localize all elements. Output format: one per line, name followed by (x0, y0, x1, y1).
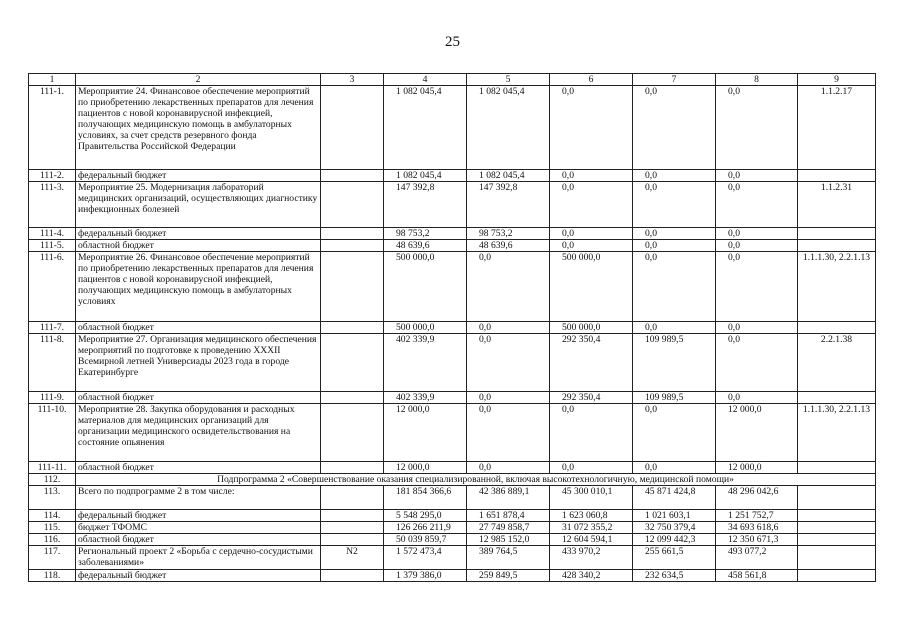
page-number: 25 (445, 34, 460, 50)
value-cell-c6: 0,0 (550, 170, 633, 182)
value-cell-c5: 0,0 (467, 392, 550, 404)
row-description: Мероприятие 27. Организация медицинского обеспечения мероприятий по подготовке к проведению XXXII Всемирной летней Универсиады 2023 года в городе Екатеринбурге (76, 334, 321, 392)
value-cell-c7: 0,0 (633, 170, 716, 182)
table-row (29, 392, 876, 404)
value-cell-c8: 0,0 (716, 86, 798, 170)
value-cell-c8: 0,0 (716, 170, 798, 182)
code-cell: 1.1.2.17 (798, 86, 876, 170)
value-cell-c3 (321, 462, 384, 474)
value-cell-c3 (321, 522, 384, 534)
value-cell-c7: 0,0 (633, 462, 716, 474)
row-number: 117. (29, 546, 76, 570)
value-cell-c8: 12 350 671,3 (716, 534, 798, 546)
row-number: 111-4. (29, 228, 76, 240)
value-cell-c5: 0,0 (467, 462, 550, 474)
table-row (29, 86, 876, 170)
table-header-row (29, 74, 876, 86)
value-cell-c5: 0,0 (467, 252, 550, 322)
value-cell-c7: 0,0 (633, 182, 716, 228)
value-cell-c8: 458 561,8 (716, 570, 798, 582)
value-cell-c4: 50 039 859,7 (384, 534, 467, 546)
row-number: 116. (29, 534, 76, 546)
row-description: областной бюджет (76, 240, 321, 252)
table-row (29, 570, 876, 582)
value-cell-c5: 259 849,5 (467, 570, 550, 582)
subprogram-title: Подпрограмма 2 «Совершенствование оказания специализированной, включая высокотехнологичную, медицинской помощи» (76, 474, 876, 486)
value-cell-c4: 12 000,0 (384, 462, 467, 474)
value-cell-c6: 1 623 060,8 (550, 510, 633, 522)
value-cell-c6: 292 350,4 (550, 392, 633, 404)
value-cell-c4: 1 379 386,0 (384, 570, 467, 582)
value-cell-c5: 1 082 045,4 (467, 170, 550, 182)
value-cell-c7: 0,0 (633, 240, 716, 252)
header-cell: 4 (384, 74, 467, 86)
value-cell-c6: 0,0 (550, 182, 633, 228)
row-description: областной бюджет (76, 392, 321, 404)
value-cell-c4: 1 572 473,4 (384, 546, 467, 570)
row-description: областной бюджет (76, 322, 321, 334)
row-number: 111-8. (29, 334, 76, 392)
value-cell-c6: 500 000,0 (550, 252, 633, 322)
value-cell-c8: 12 000,0 (716, 462, 798, 474)
header-cell: 7 (633, 74, 716, 86)
value-cell-c8: 0,0 (716, 252, 798, 322)
code-cell (798, 534, 876, 546)
row-description: областной бюджет (76, 462, 321, 474)
table-row (29, 534, 876, 546)
table-row (29, 170, 876, 182)
value-cell-c6: 428 340,2 (550, 570, 633, 582)
value-cell-c5: 1 651 878,4 (467, 510, 550, 522)
row-description: федеральный бюджет (76, 510, 321, 522)
table-row (29, 334, 876, 392)
value-cell-c3 (321, 334, 384, 392)
value-cell-c7: 0,0 (633, 86, 716, 170)
table-row (29, 474, 876, 486)
row-number: 111-5. (29, 240, 76, 252)
value-cell-c7: 255 661,5 (633, 546, 716, 570)
value-cell-c3 (321, 486, 384, 510)
value-cell-c6: 45 300 010,1 (550, 486, 633, 510)
value-cell-c3 (321, 404, 384, 462)
code-cell (798, 462, 876, 474)
value-cell-c3 (321, 510, 384, 522)
row-number: 111-6. (29, 252, 76, 322)
value-cell-c7: 45 871 424,8 (633, 486, 716, 510)
value-cell-c3 (321, 228, 384, 240)
value-cell-c6: 0,0 (550, 240, 633, 252)
value-cell-c5: 12 985 152,0 (467, 534, 550, 546)
value-cell-c8: 0,0 (716, 334, 798, 392)
row-number: 112. (29, 474, 76, 486)
row-number: 111-3. (29, 182, 76, 228)
header-cell: 6 (550, 74, 633, 86)
code-cell (798, 510, 876, 522)
table-row (29, 522, 876, 534)
value-cell-c4: 12 000,0 (384, 404, 467, 462)
value-cell-c4: 181 854 366,6 (384, 486, 467, 510)
value-cell-c4: 98 753,2 (384, 228, 467, 240)
table-row (29, 546, 876, 570)
header-cell: 3 (321, 74, 384, 86)
row-description: федеральный бюджет (76, 570, 321, 582)
value-cell-c8: 48 296 042,6 (716, 486, 798, 510)
code-cell (798, 228, 876, 240)
value-cell-c3 (321, 322, 384, 334)
row-description: Мероприятие 24. Финансовое обеспечение мероприятий по приобретению лекарственных препаратов для лечения пациентов с новой коронавирусной инфекцией, получающих медицинскую помощь в амбулаторных условиях, за счет средств резервного фонда Правительства Российской Федерации (76, 86, 321, 170)
value-cell-c3 (321, 534, 384, 546)
header-cell: 8 (716, 74, 798, 86)
value-cell-c6: 0,0 (550, 404, 633, 462)
row-description: федеральный бюджет (76, 228, 321, 240)
code-cell (798, 170, 876, 182)
header-cell: 1 (29, 74, 76, 86)
value-cell-c6: 0,0 (550, 228, 633, 240)
value-cell-c4: 1 082 045,4 (384, 86, 467, 170)
code-cell (798, 522, 876, 534)
row-description: Мероприятие 28. Закупка оборудования и расходных материалов для медицинских организаций для организации медицинского освидетельствования на состояние опьянения (76, 404, 321, 462)
value-cell-c5: 0,0 (467, 322, 550, 334)
value-cell-c7: 32 750 379,4 (633, 522, 716, 534)
table-row (29, 486, 876, 510)
value-cell-c6: 12 604 594,1 (550, 534, 633, 546)
table-row (29, 240, 876, 252)
table-row (29, 404, 876, 462)
value-cell-c6: 500 000,0 (550, 322, 633, 334)
code-cell: 1.1.2.31 (798, 182, 876, 228)
value-cell-c5: 147 392,8 (467, 182, 550, 228)
code-cell (798, 392, 876, 404)
row-description: Мероприятие 25. Модернизация лабораторий медицинских организаций, осуществляющих диагностику инфекционных болезней (76, 182, 321, 228)
row-number: 111-1. (29, 86, 76, 170)
row-number: 111-7. (29, 322, 76, 334)
value-cell-c3 (321, 182, 384, 228)
value-cell-c3 (321, 86, 384, 170)
value-cell-c3 (321, 392, 384, 404)
value-cell-c7: 232 634,5 (633, 570, 716, 582)
row-number: 115. (29, 522, 76, 534)
value-cell-c8: 0,0 (716, 392, 798, 404)
value-cell-c8: 1 251 752,7 (716, 510, 798, 522)
value-cell-c4: 48 639,6 (384, 240, 467, 252)
value-cell-c5: 27 749 858,7 (467, 522, 550, 534)
code-cell (798, 570, 876, 582)
row-number: 111-11. (29, 462, 76, 474)
value-cell-c4: 5 548 295,0 (384, 510, 467, 522)
row-number: 118. (29, 570, 76, 582)
value-cell-c5: 48 639,6 (467, 240, 550, 252)
value-cell-c3 (321, 240, 384, 252)
row-description: Региональный проект 2 «Борьба с сердечно-сосудистыми заболеваниями» (76, 546, 321, 570)
table-row (29, 228, 876, 240)
table-row (29, 252, 876, 322)
value-cell-c4: 500 000,0 (384, 252, 467, 322)
value-cell-c5: 389 764,5 (467, 546, 550, 570)
value-cell-c6: 0,0 (550, 462, 633, 474)
value-cell-c4: 402 339,9 (384, 334, 467, 392)
row-number: 111-9. (29, 392, 76, 404)
code-cell: 1.1.1.30, 2.2.1.13 (798, 404, 876, 462)
table-row (29, 462, 876, 474)
value-cell-c4: 1 082 045,4 (384, 170, 467, 182)
row-description: Мероприятие 26. Финансовое обеспечение мероприятий по приобретению лекарственных препаратов для лечения пациентов с новой коронавирусной инфекцией, получающих медицинскую помощь в амбулаторных условиях (76, 252, 321, 322)
value-cell-c8: 12 000,0 (716, 404, 798, 462)
value-cell-c8: 493 077,2 (716, 546, 798, 570)
row-number: 111-2. (29, 170, 76, 182)
row-description: федеральный бюджет (76, 170, 321, 182)
row-number: 111-10. (29, 404, 76, 462)
value-cell-c3: N2 (321, 546, 384, 570)
row-description: областной бюджет (76, 534, 321, 546)
header-cell: 2 (76, 74, 321, 86)
code-cell: 2.2.1.38 (798, 334, 876, 392)
value-cell-c3 (321, 252, 384, 322)
table-row (29, 182, 876, 228)
row-description: бюджет ТФОМС (76, 522, 321, 534)
value-cell-c7: 12 099 442,3 (633, 534, 716, 546)
code-cell: 1.1.1.30, 2.2.1.13 (798, 252, 876, 322)
value-cell-c5: 1 082 045,4 (467, 86, 550, 170)
value-cell-c7: 109 989,5 (633, 392, 716, 404)
value-cell-c7: 0,0 (633, 322, 716, 334)
value-cell-c7: 0,0 (633, 228, 716, 240)
table-row (29, 322, 876, 334)
value-cell-c7: 0,0 (633, 404, 716, 462)
value-cell-c8: 0,0 (716, 228, 798, 240)
value-cell-c3 (321, 570, 384, 582)
value-cell-c8: 0,0 (716, 240, 798, 252)
budget-table (28, 73, 876, 582)
code-cell (798, 486, 876, 510)
value-cell-c8: 34 693 618,6 (716, 522, 798, 534)
code-cell (798, 240, 876, 252)
value-cell-c5: 0,0 (467, 404, 550, 462)
value-cell-c7: 109 989,5 (633, 334, 716, 392)
code-cell (798, 322, 876, 334)
value-cell-c4: 402 339,9 (384, 392, 467, 404)
header-cell: 9 (798, 74, 876, 86)
code-cell (798, 546, 876, 570)
value-cell-c4: 126 266 211,9 (384, 522, 467, 534)
value-cell-c4: 500 000,0 (384, 322, 467, 334)
value-cell-c6: 292 350,4 (550, 334, 633, 392)
value-cell-c3 (321, 170, 384, 182)
value-cell-c7: 0,0 (633, 252, 716, 322)
row-description: Всего по подпрограмме 2 в том числе: (76, 486, 321, 510)
value-cell-c5: 42 386 889,1 (467, 486, 550, 510)
row-number: 113. (29, 486, 76, 510)
value-cell-c8: 0,0 (716, 182, 798, 228)
table-row (29, 510, 876, 522)
header-cell: 5 (467, 74, 550, 86)
value-cell-c6: 0,0 (550, 86, 633, 170)
row-number: 114. (29, 510, 76, 522)
value-cell-c6: 31 072 355,2 (550, 522, 633, 534)
value-cell-c5: 98 753,2 (467, 228, 550, 240)
value-cell-c4: 147 392,8 (384, 182, 467, 228)
value-cell-c7: 1 021 603,1 (633, 510, 716, 522)
value-cell-c5: 0,0 (467, 334, 550, 392)
value-cell-c6: 433 970,2 (550, 546, 633, 570)
value-cell-c8: 0,0 (716, 322, 798, 334)
